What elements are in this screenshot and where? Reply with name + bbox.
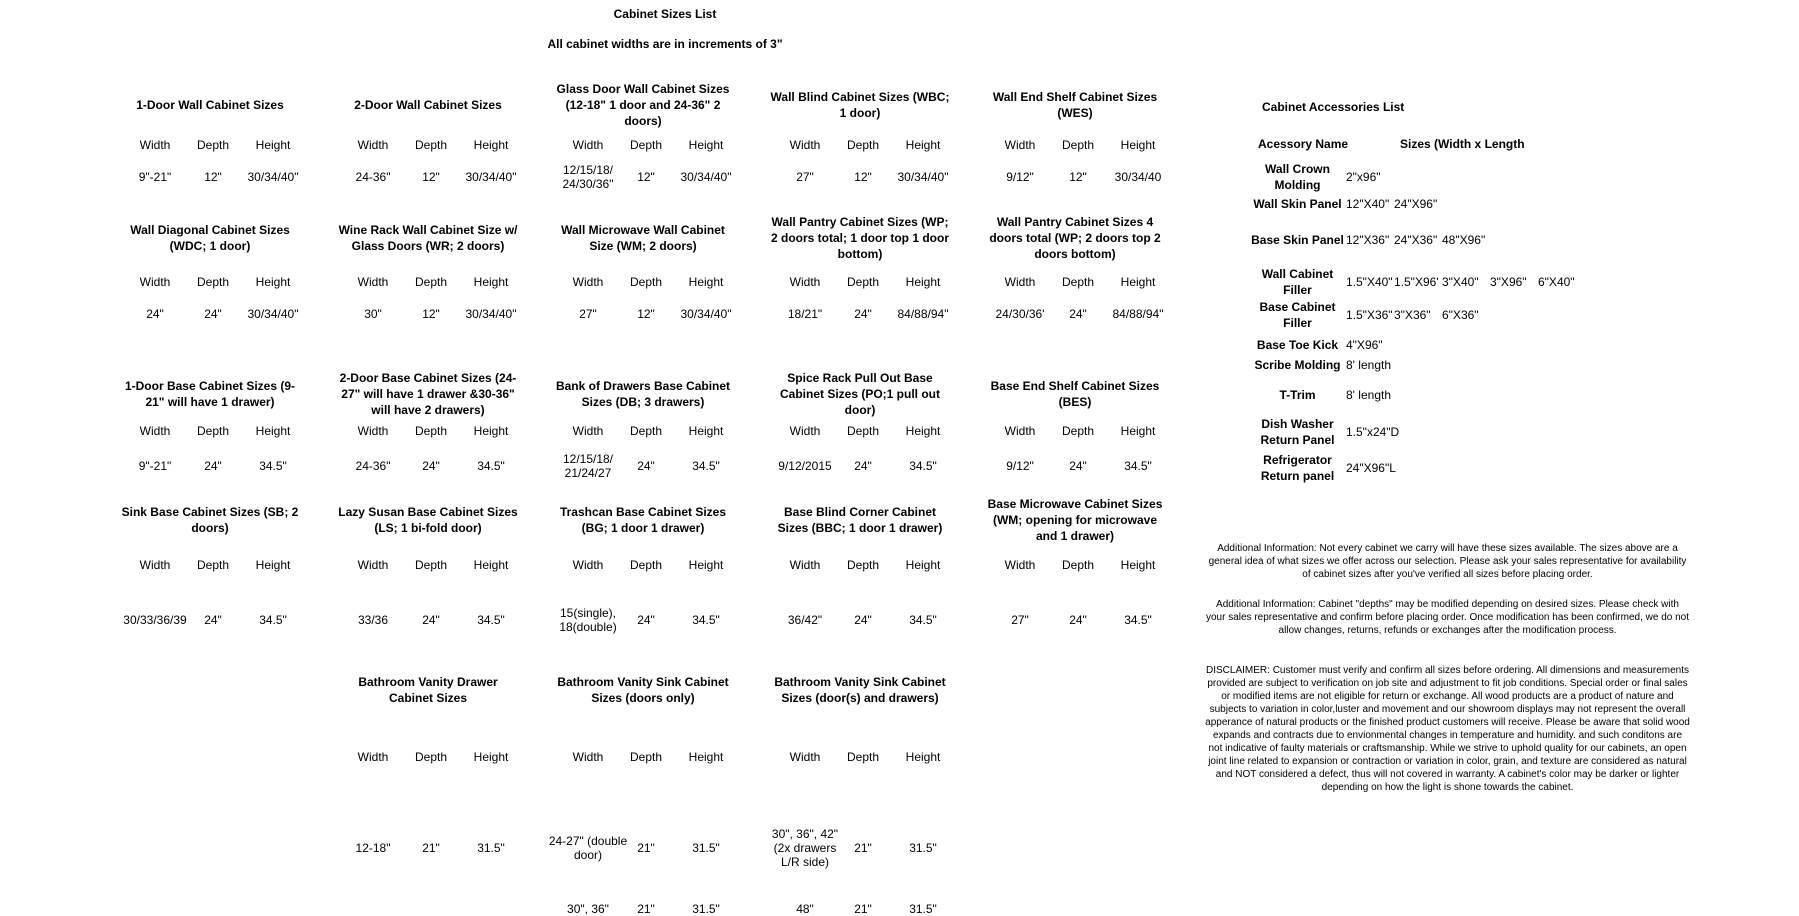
accessory-size: 24"X96": [1394, 197, 1438, 211]
dim-value-depth: 21": [422, 841, 440, 855]
dim-label-height: Height: [688, 558, 724, 572]
accessory-size: 3"X40": [1442, 275, 1479, 289]
dim-label-depth: Depth: [629, 750, 663, 764]
cabinet-heading: Spice Rack Pull Out Base Cabinet Sizes (PO;1 pull out door): [779, 371, 940, 417]
dim-label-depth: Depth: [196, 138, 230, 152]
additional-info-2: Additional Information: Cabinet "depths" may be modified depending on desired sizes. Please check with your sales representative and confirm before placing order. Once modification has been confirmed, we do not allow changes, returns, refunds or exchanges after the modification process.: [1205, 599, 1690, 636]
dim-label-depth: Depth: [1061, 558, 1095, 572]
dim-label-height: Height: [688, 424, 724, 438]
cabinet-heading: 1-Door Wall Cabinet Sizes: [136, 98, 284, 112]
additional-info-1: Additional Information: Not every cabinet we carry will have these sizes available. The sizes above are a general idea of what sizes we offer across our selection. Please ask your sales representative for availability of cabinet sizes after you've verified all sizes before placing order.: [1208, 543, 1687, 580]
dim-label-depth: Depth: [846, 138, 880, 152]
dim-label-width: Width: [572, 424, 604, 438]
dim-label-height: Height: [905, 750, 941, 764]
dim-label-width: Width: [572, 558, 604, 572]
dim-value-height: 30/34/40": [247, 170, 299, 184]
dim-value-height: 31.5": [692, 841, 720, 855]
dim-value-width: 9"-21": [138, 170, 172, 184]
dim-label-depth: Depth: [629, 138, 663, 152]
dim-value-height: 30/34/40": [680, 307, 732, 321]
dim-value-width: 9/12/2015: [778, 459, 832, 473]
dim-value-depth: 24": [1069, 307, 1087, 321]
cabinet-heading: Lazy Susan Base Cabinet Sizes (LS; 1 bi-fold door): [338, 505, 518, 535]
dim-value-height: 34.5": [692, 459, 720, 473]
dim-value-height: 34.5": [477, 459, 505, 473]
dim-value-height: 34.5": [909, 459, 937, 473]
dim-label-depth: Depth: [414, 138, 448, 152]
dim-value-height: 31.5": [477, 841, 505, 855]
dim-label-height: Height: [905, 558, 941, 572]
dim-value-depth: 24": [854, 613, 872, 627]
dim-label-height: Height: [1120, 275, 1156, 289]
accessory-name: Base Skin Panel: [1251, 233, 1344, 247]
accessories-sizes-header: Sizes (Width x Length: [1400, 137, 1525, 151]
dim-value-width: 24": [146, 307, 164, 321]
dim-label-height: Height: [473, 424, 509, 438]
dim-value-depth: 24": [1069, 459, 1087, 473]
dim-value-width: 12-18": [355, 841, 391, 855]
dim-value-depth: 12": [637, 307, 655, 321]
dim-value-depth: 12": [1069, 170, 1087, 184]
accessory-size: 24"X96"L: [1346, 461, 1396, 475]
accessory-size: 12"X40": [1346, 197, 1390, 211]
dim-label-depth: Depth: [1061, 275, 1095, 289]
dim-label-height: Height: [1120, 424, 1156, 438]
dim-label-height: Height: [688, 750, 724, 764]
dim-label-height: Height: [255, 275, 291, 289]
dim-value-height: 30/34/40": [465, 170, 517, 184]
dim-label-depth: Depth: [1061, 138, 1095, 152]
dim-value-height: 34.5": [477, 613, 505, 627]
dim-label-width: Width: [572, 138, 604, 152]
cabinet-heading: Base Blind Corner Cabinet Sizes (BBC; 1 door 1 drawer): [777, 505, 943, 535]
dim-label-width: Width: [789, 558, 821, 572]
accessory-name: Dish Washer Return Panel: [1260, 417, 1335, 447]
dim-label-depth: Depth: [846, 750, 880, 764]
cabinet-heading: Wall Diagonal Cabinet Sizes (WDC; 1 door): [130, 223, 290, 253]
cabinet-heading: Sink Base Cabinet Sizes (SB; 2 doors): [121, 505, 299, 535]
dim-label-height: Height: [255, 558, 291, 572]
dim-value-height: 30/34/40": [897, 170, 949, 184]
accessories-title: Cabinet Accessories List: [1262, 100, 1405, 114]
dim-value-width: 18/21": [787, 307, 823, 321]
cabinet-heading: Trashcan Base Cabinet Sizes (BG; 1 door 1 drawer): [559, 505, 727, 535]
dim-value-depth: 24": [1069, 613, 1087, 627]
dim-value-height: 30/34/40": [465, 307, 517, 321]
dim-value-depth: 24": [422, 459, 440, 473]
dim-value-height: 31.5": [692, 902, 720, 916]
accessory-size: 8' length: [1346, 388, 1391, 402]
dim-value-height: 30/34/40": [680, 170, 732, 184]
dim-label-depth: Depth: [414, 750, 448, 764]
accessory-name: T-Trim: [1279, 388, 1316, 402]
dim-label-width: Width: [572, 750, 604, 764]
dim-value-depth: 24": [637, 459, 655, 473]
dim-value-width: 30": [364, 307, 382, 321]
cabinet-heading: Bank of Drawers Base Cabinet Sizes (DB; 3 drawers): [555, 379, 731, 409]
dim-label-height: Height: [255, 138, 291, 152]
dim-label-height: Height: [1120, 138, 1156, 152]
accessory-size: 6"X36": [1442, 308, 1479, 322]
dim-value-width: 12/15/18/ 21/24/27: [562, 452, 614, 480]
cabinet-heading: Base End Shelf Cabinet Sizes (BES): [990, 379, 1160, 409]
vanity-heading: Bathroom Vanity Drawer Cabinet Sizes: [358, 675, 498, 705]
dim-label-height: Height: [473, 275, 509, 289]
dim-label-depth: Depth: [1061, 424, 1095, 438]
accessory-name: Refrigerator Return panel: [1260, 453, 1335, 483]
dim-label-width: Width: [357, 558, 389, 572]
dim-value-width: 48": [796, 902, 814, 916]
dim-label-width: Width: [139, 558, 171, 572]
dim-label-depth: Depth: [629, 275, 663, 289]
dim-label-depth: Depth: [629, 424, 663, 438]
accessory-size: 8' length: [1346, 358, 1391, 372]
dim-value-depth: 21": [637, 902, 655, 916]
accessory-name: Base Cabinet Filler: [1259, 300, 1336, 330]
dim-value-width: 30/33/36/39: [123, 613, 187, 627]
dim-value-width: 24-36": [355, 170, 391, 184]
dim-value-width: 9"-21": [138, 459, 172, 473]
vanity-heading: Bathroom Vanity Sink Cabinet Sizes (doors only): [557, 675, 729, 705]
dim-label-height: Height: [473, 750, 509, 764]
dim-value-depth: 24": [637, 613, 655, 627]
dim-value-depth: 12": [422, 170, 440, 184]
dim-label-width: Width: [1004, 558, 1036, 572]
accessory-size: 6"X40": [1538, 275, 1575, 289]
dim-label-height: Height: [688, 275, 724, 289]
dim-label-height: Height: [473, 138, 509, 152]
accessory-size: 3"X96": [1490, 275, 1527, 289]
accessory-name: Wall Skin Panel: [1253, 197, 1342, 211]
dim-label-depth: Depth: [846, 558, 880, 572]
dim-label-width: Width: [1004, 424, 1036, 438]
dim-value-height: 34.5": [1124, 613, 1152, 627]
accessories-name-header: Acessory Name: [1258, 137, 1349, 151]
dim-value-width: 9/12": [1006, 170, 1034, 184]
dim-label-width: Width: [357, 424, 389, 438]
cabinet-heading: Wall Blind Cabinet Sizes (WBC; 1 door): [770, 90, 950, 120]
dim-value-height: 34.5": [259, 613, 287, 627]
cabinet-heading: Wall Microwave Wall Cabinet Size (WM; 2 doors): [561, 223, 725, 253]
accessory-size: 4"X96": [1346, 338, 1383, 352]
accessory-name: Base Toe Kick: [1256, 338, 1339, 352]
dim-label-width: Width: [789, 138, 821, 152]
cabinet-heading: Wine Rack Wall Cabinet Size w/ Glass Doors (WR; 2 doors): [338, 223, 518, 253]
cabinet-heading: Glass Door Wall Cabinet Sizes (12-18" 1 door and 24-36" 2 doors): [556, 82, 730, 128]
cabinet-heading: 1-Door Base Cabinet Sizes (9-21" will have 1 drawer): [124, 379, 296, 409]
dim-value-width: 27": [1011, 613, 1029, 627]
accessory-size: 1.5"X36": [1346, 308, 1393, 322]
cabinet-heading: 2-Door Wall Cabinet Sizes: [354, 98, 502, 112]
dim-value-depth: 24": [204, 459, 222, 473]
dim-label-width: Width: [357, 138, 389, 152]
dim-value-height: 34.5": [909, 613, 937, 627]
cabinet-heading: Base Microwave Cabinet Sizes (WM; opening for microwave and 1 drawer): [987, 497, 1163, 543]
dim-label-height: Height: [905, 275, 941, 289]
dim-label-height: Height: [905, 138, 941, 152]
dim-value-width: 27": [579, 307, 597, 321]
dim-value-width: 24-27" (double door): [548, 834, 628, 862]
dim-label-depth: Depth: [846, 275, 880, 289]
dim-value-depth: 21": [854, 841, 872, 855]
cabinet-heading: Wall Pantry Cabinet Sizes 4 doors total (WP; 2 doors top 2 doors bottom): [989, 215, 1161, 261]
dim-label-depth: Depth: [196, 558, 230, 572]
dim-value-depth: 12": [637, 170, 655, 184]
dim-label-width: Width: [1004, 138, 1036, 152]
dim-value-depth: 24": [854, 459, 872, 473]
dim-value-width: 30", 36": [567, 902, 609, 916]
dim-value-depth: 24": [204, 613, 222, 627]
dim-label-width: Width: [139, 424, 171, 438]
dim-label-width: Width: [789, 750, 821, 764]
dim-value-width: 24/30/36': [995, 307, 1045, 321]
dim-label-depth: Depth: [414, 275, 448, 289]
dim-label-height: Height: [473, 558, 509, 572]
dim-label-width: Width: [789, 275, 821, 289]
dim-label-width: Width: [789, 424, 821, 438]
cabinet-heading: Wall End Shelf Cabinet Sizes (WES): [992, 90, 1158, 120]
dim-value-width: 15(single), 18(double): [559, 606, 617, 634]
dim-label-height: Height: [1120, 558, 1156, 572]
accessory-name: Wall Crown Molding: [1265, 162, 1330, 192]
dim-label-height: Height: [688, 138, 724, 152]
accessory-size: 1.5"X40": [1346, 275, 1393, 289]
dim-value-height: 30/34/40": [247, 307, 299, 321]
dim-value-depth: 24": [204, 307, 222, 321]
dim-label-depth: Depth: [846, 424, 880, 438]
dim-value-depth: 12": [422, 307, 440, 321]
dim-value-height: 31.5": [909, 841, 937, 855]
page-subtitle: All cabinet widths are in increments of 3": [547, 37, 783, 51]
page-title: Cabinet Sizes List: [613, 7, 717, 21]
dim-value-width: 33/36: [357, 613, 389, 627]
accessory-size: 3"X36": [1394, 308, 1431, 322]
dim-value-width: 36/42": [787, 613, 823, 627]
disclaimer: DISCLAIMER: Customer must verify and confirm all sizes before ordering. All dimensions and measurements provided are subject to verification on job site and adjustment to fit job conditions. Special order or final sales or modified items are not eligible for return or exchange. All wood products are a product of nature and subjects to variation in color,luster and movement and our showroom displays may not represent the overall apperance of natural products or the finished product customers will receive. Please be aware that solid wood expands and contracts due to envionmental changes in temperature and humidity. and such conditons are not indicative of faulty materials or craftsmanship. While we strive to uphold quality for our cabinets, an open joint line related to expansion or contraction or variation in color, grain, and texture are considered as natural and NOT considered a defect, thus will not covered in warranty. A cabinet's color may be darker or lighter depending on how the light is shone towards the cabinet.: [1205, 665, 1690, 793]
dim-label-height: Height: [905, 424, 941, 438]
dim-value-height: 34.5": [259, 459, 287, 473]
accessory-size: 2"x96": [1346, 170, 1381, 184]
dim-label-depth: Depth: [196, 275, 230, 289]
dim-label-height: Height: [255, 424, 291, 438]
accessory-size: 1.5"X96': [1394, 275, 1439, 289]
dim-label-width: Width: [572, 275, 604, 289]
accessory-size: 24"X36": [1394, 233, 1438, 247]
dim-value-depth: 24": [422, 613, 440, 627]
dim-value-width: 27": [796, 170, 814, 184]
accessory-size: 48"X96": [1442, 233, 1486, 247]
dim-value-height: 84/88/94": [1112, 307, 1164, 321]
dim-label-depth: Depth: [414, 558, 448, 572]
dim-label-depth: Depth: [629, 558, 663, 572]
dim-value-depth: 12": [204, 170, 222, 184]
accessory-name: Scribe Molding: [1254, 358, 1341, 372]
dim-value-depth: 24": [854, 307, 872, 321]
dim-value-width: 24-36": [355, 459, 391, 473]
dim-value-width: 9/12": [1006, 459, 1034, 473]
dim-label-width: Width: [139, 138, 171, 152]
dim-label-width: Width: [357, 275, 389, 289]
dim-value-width: 12/15/18/ 24/30/36": [562, 163, 614, 191]
dim-value-height: 31.5": [909, 902, 937, 916]
dim-label-depth: Depth: [196, 424, 230, 438]
dim-label-depth: Depth: [414, 424, 448, 438]
dim-value-height: 30/34/40: [1114, 170, 1162, 184]
dim-label-width: Width: [139, 275, 171, 289]
vanity-heading: Bathroom Vanity Sink Cabinet Sizes (door(s) and drawers): [774, 675, 946, 705]
dim-value-width: 30", 36", 42" (2x drawers L/R side): [771, 827, 839, 869]
dim-label-width: Width: [357, 750, 389, 764]
dim-value-height: 34.5": [1124, 459, 1152, 473]
dim-value-depth: 21": [854, 902, 872, 916]
accessory-size: 12"X36": [1346, 233, 1390, 247]
dim-value-depth: 21": [637, 841, 655, 855]
dim-value-height: 34.5": [692, 613, 720, 627]
dim-value-depth: 12": [854, 170, 872, 184]
cabinet-heading: 2-Door Base Cabinet Sizes (24-27" will have 1 drawer &30-36" will have 2 drawers): [339, 371, 517, 417]
cabinet-heading: Wall Pantry Cabinet Sizes (WP; 2 doors total; 1 door top 1 door bottom): [771, 215, 949, 261]
dim-label-width: Width: [1004, 275, 1036, 289]
dim-value-height: 84/88/94": [897, 307, 949, 321]
accessory-size: 1.5"x24"D: [1346, 425, 1400, 439]
accessory-name: Wall Cabinet Filler: [1261, 267, 1334, 297]
